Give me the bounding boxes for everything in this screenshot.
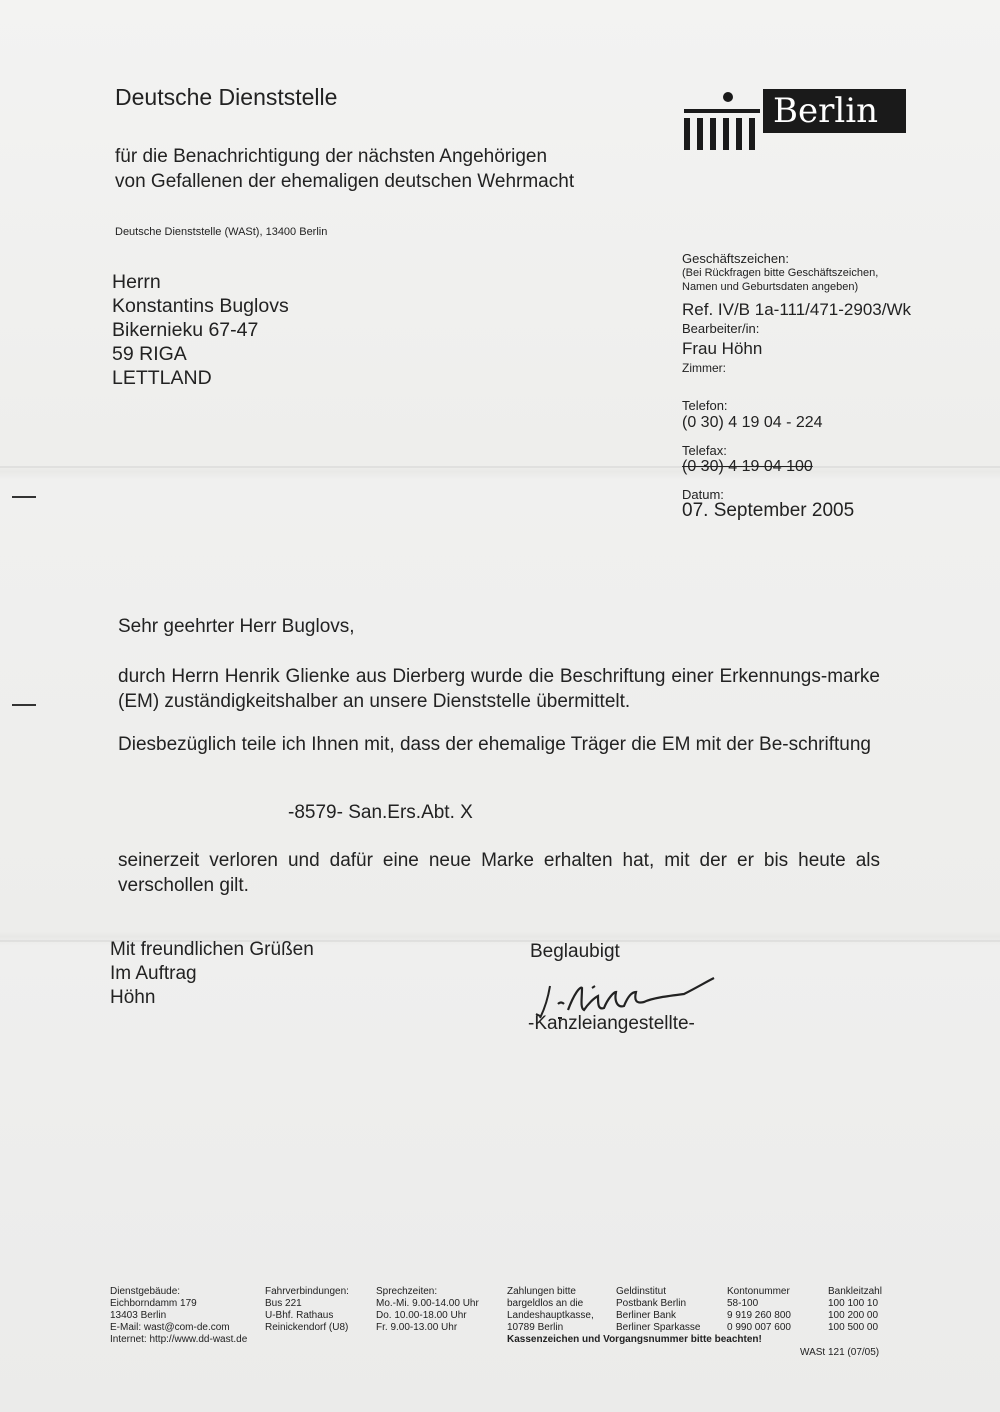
letter-paragraph-3: seinerzeit verloren und dafür eine neue Marke erhalten hat, mit der er bis heute als verschollen gilt. (118, 850, 880, 896)
fax-value: (0 30) 4 19 04 100 (682, 458, 813, 475)
certified-label: Beglaubigt (530, 941, 620, 962)
footer-hours-thu: Do. 10.00-18.00 Uhr (376, 1310, 467, 1321)
footer-bank-code-1: 100 100 10 (828, 1298, 879, 1309)
phone-value: (0 30) 4 19 04 - 224 (682, 414, 823, 431)
logo-column-3 (710, 118, 716, 150)
logo-column-6 (749, 118, 755, 150)
org-description-line-2: von Gefallenen der ehemaligen deutschen Wehrmacht (115, 171, 575, 192)
footer-payments-line-4: 10789 Berlin (507, 1322, 564, 1333)
reference-value: Ref. IV/B 1a-111/471-2903/Wk (682, 300, 911, 319)
recipient-city: 59 RIGA (112, 343, 187, 365)
footer-building-heading: Dienstgebäude: (110, 1286, 181, 1297)
closing-regards: Mit freundlichen Grüßen (110, 939, 314, 960)
footer-transport-ubahn: U-Bhf. Rathaus (265, 1310, 334, 1321)
footer-building-city: 13403 Berlin (110, 1310, 167, 1321)
footer-bank-codes-heading: Bankleitzahl (828, 1286, 882, 1297)
letter-paragraph-2: Diesbezüglich teile ich Ihnen mit, dass der ehemalige Träger die EM mit der Be-schriftung (118, 734, 871, 755)
org-description-line-1: für die Benachrichtigung der nächsten Angehörigen (115, 146, 548, 167)
letter-paragraph-1: durch Herrn Henrik Glienke aus Dierberg wurde die Beschriftung einer Erkennungs-marke (EM) zuständigkeitshalber an unsere Dienststelle übermittelt. (118, 666, 880, 712)
footer-website: Internet: http://www.dd-wast.de (110, 1334, 248, 1345)
fax-label: Telefax: (682, 443, 727, 458)
logo-column-4 (723, 118, 729, 150)
clerk-label: Bearbeiter/in: (682, 321, 760, 336)
recipient-street: Bikernieku 67-47 (112, 319, 259, 341)
logo-dot-icon (723, 92, 733, 102)
room-label: Zimmer: (682, 361, 726, 375)
org-description (115, 144, 574, 194)
footer-transport-bus: Bus 221 (265, 1298, 302, 1309)
footer-payments-line-1: Zahlungen bitte (507, 1286, 576, 1297)
footer-transport-heading: Fahrverbindungen: (265, 1286, 349, 1297)
berlin-logo (684, 85, 906, 150)
footer-accounts-heading: Kontonummer (727, 1286, 790, 1297)
fold-mark-upper (12, 496, 36, 498)
reference-note-line-2: Namen und Geburtsdaten angeben) (682, 281, 859, 293)
closing-name: Höhn (110, 987, 156, 1008)
footer-hours-fri: Fr. 9.00-13.00 Uhr (376, 1322, 458, 1333)
footer-building (110, 1286, 247, 1346)
recipient-name: Konstantins Buglovs (112, 295, 289, 317)
logo-column-1 (684, 118, 690, 150)
reference-note-line-1: (Bei Rückfragen bitte Geschäftszeichen, (682, 267, 879, 279)
logo-wordmark-box (763, 89, 906, 133)
logo-bar-top (684, 109, 760, 113)
footer-hours (376, 1286, 479, 1334)
fold-crease-upper (0, 466, 1000, 468)
footer-payment-notice: Kassenzeichen und Vorgangsnummer bitte beachten! (507, 1334, 762, 1345)
date-value: 07. September 2005 (682, 500, 855, 521)
footer-bank-1: Postbank Berlin (616, 1298, 687, 1309)
date-label: Datum: (682, 487, 724, 502)
logo-wordmark: Berlin (773, 91, 879, 131)
closing-on-behalf: Im Auftrag (110, 963, 197, 984)
footer-hours-heading: Sprechzeiten: (376, 1286, 438, 1297)
letter-greeting: Sehr geehrter Herr Buglovs, (118, 616, 355, 637)
footer-bank-code-2: 100 200 00 (828, 1310, 879, 1321)
footer-bank-3: Berliner Sparkasse (616, 1322, 701, 1333)
identification-tag-inscription: -8579- San.Ers.Abt. X (288, 802, 473, 823)
footer-account-3: 0 990 007 600 (727, 1322, 791, 1333)
signatory-role: -Kanzleiangestellte- (528, 1013, 695, 1034)
footer-building-street: Eichborndamm 179 (110, 1298, 197, 1309)
recipient-salutation: Herrn (112, 271, 161, 293)
form-code: WASt 121 (07/05) (800, 1347, 880, 1358)
footer-bank-code-3: 100 500 00 (828, 1322, 879, 1333)
footer-payments-line-3: Landeshauptkasse, (507, 1310, 594, 1321)
footer-payments-line-2: bargeldlos an die (507, 1298, 584, 1309)
footer-hours-mon-wed: Mo.-Mi. 9.00-14.00 Uhr (376, 1298, 479, 1309)
clerk-value: Frau Höhn (682, 339, 763, 358)
footer-account-1: 58-100 (727, 1298, 759, 1309)
reference-note (682, 266, 878, 294)
punch-mark (12, 704, 36, 706)
logo-column-2 (697, 118, 703, 150)
phone-label: Telefon: (682, 398, 728, 413)
reference-label: Geschäftszeichen: (682, 251, 789, 266)
sender-return-address: Deutsche Dienststelle (WASt), 13400 Berlin (115, 226, 328, 238)
footer-transport-line: Reinickendorf (U8) (265, 1322, 349, 1333)
footer-payments (507, 1286, 594, 1334)
footer-transport (265, 1286, 349, 1334)
footer-accounts (727, 1286, 791, 1334)
recipient-address (112, 270, 289, 390)
logo-column-5 (736, 118, 742, 150)
footer-bank-2: Berliner Bank (616, 1310, 677, 1321)
org-name: Deutsche Dienststelle (115, 84, 338, 110)
footer-account-2: 9 919 260 800 (727, 1310, 791, 1321)
footer-bank-codes (828, 1286, 882, 1334)
footer-banks-heading: Geldinstitut (616, 1286, 667, 1297)
recipient-country: LETTLAND (112, 367, 212, 389)
closing-block (110, 938, 314, 1010)
footer-email: E-Mail: wast@com-de.com (110, 1322, 230, 1333)
footer-banks (616, 1286, 700, 1334)
